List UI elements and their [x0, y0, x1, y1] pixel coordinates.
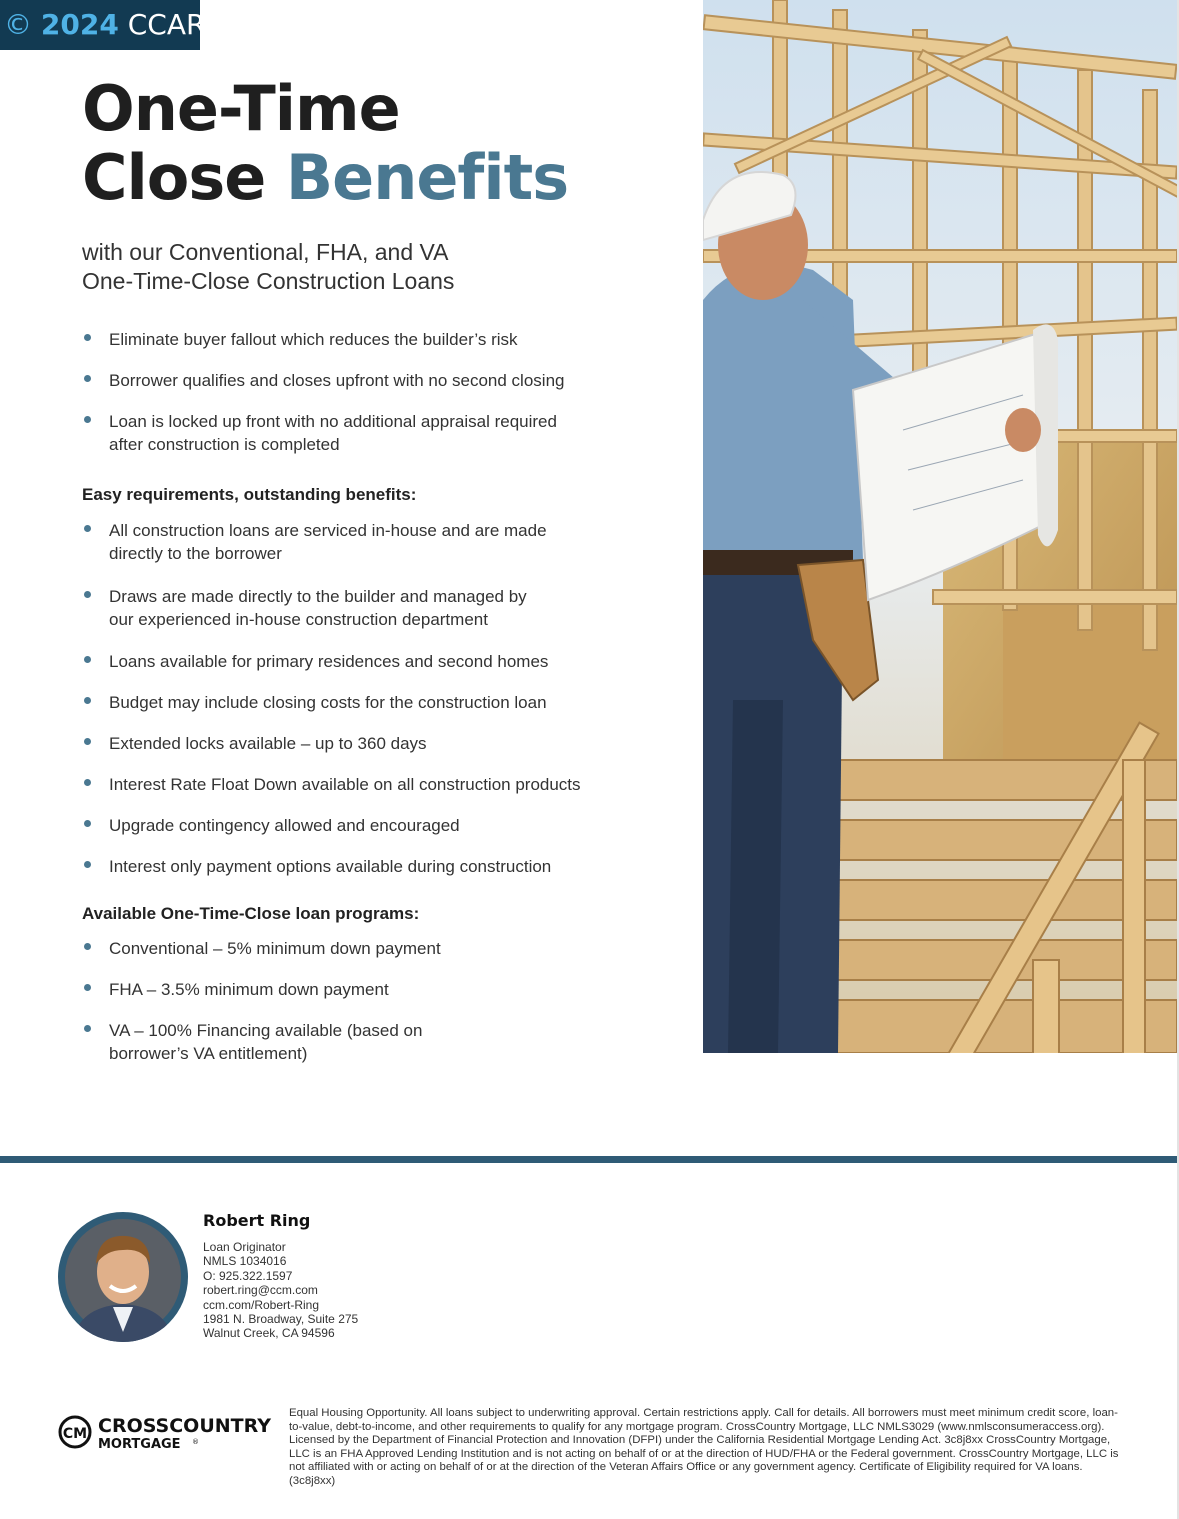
requirements-heading: Easy requirements, outstanding benefits: [82, 485, 417, 504]
list-item [82, 978, 652, 1001]
list-item [82, 328, 652, 351]
page-title [82, 74, 568, 212]
list-item [82, 585, 652, 631]
contact-name: Robert Ring [203, 1211, 311, 1230]
list-item-text: Upgrade contingency allowed and encouraged [109, 816, 460, 835]
list-item-text: our experienced in-house construction department [109, 610, 488, 629]
list-item-text: FHA – 3.5% minimum down payment [109, 980, 389, 999]
subtitle [82, 238, 602, 296]
list-item-text: Loan is locked up front with no additional appraisal required [109, 412, 557, 431]
section-divider [0, 1156, 1177, 1163]
list-item-text: Interest only payment options available during construction [109, 857, 552, 876]
list-item [82, 410, 652, 456]
list-item-text: Borrower qualifies and closes upfront with no second closing [109, 371, 565, 390]
logo-line-2: MORTGAGE [98, 1437, 181, 1452]
contact-phone[interactable]: O: 925.322.1597 [203, 1268, 293, 1283]
legal-disclaimer: Equal Housing Opportunity. All loans subject to underwriting approval. Certain restrictions apply. Call for details. All borrowers must meet minimum credit score, loan-to-value, debt-to-income, and other requirements to qualify for any mortgage program. CrossCountry Mortgage, LLC NMLS3029 (www.nmlsconsumeraccess.org). Licensed by the Department of Financial Protection and Innovation (DFPI) under the California Residential Mortgage Lending Act. 3c8j8xx CrossCountry Mortgage, LLC is an FHA Approved Lending Institution and is not acting on behalf of or at the direction of HUD/FHA or the Federal government. CrossCountry Mortgage, LLC is not affiliated with or acting on behalf of or at the direction of the Veteran Affairs Office or any government agency. Certificate of Eligibility required for VA loans. (3c8j8xx) [289, 1407, 1119, 1487]
list-item [82, 855, 652, 878]
contact-nmls: NMLS 1034016 [203, 1254, 287, 1269]
list-item-text: Conventional – 5% minimum down payment [109, 939, 441, 958]
list-item-text: Extended locks available – up to 360 days [109, 734, 427, 753]
subtitle-line-1: with our Conventional, FHA, and VA [82, 239, 449, 265]
list-item-text: Eliminate buyer fallout which reduces the builder’s risk [109, 330, 518, 349]
list-item-text: after construction is completed [109, 435, 340, 454]
contact-address-line-2: Walnut Creek, CA 94596 [203, 1326, 335, 1341]
crosscountry-mortgage-logo [58, 1413, 278, 1453]
list-item [82, 732, 652, 755]
list-item [82, 650, 652, 673]
list-item-text: Loans available for primary residences and second homes [109, 652, 549, 671]
list-item-text: VA – 100% Financing available (based on [109, 1021, 423, 1040]
title-line-2-accent: Benefits [285, 141, 569, 214]
logo-line-1: CROSSCOUNTRY [98, 1415, 271, 1437]
list-item-text: directly to the borrower [109, 544, 282, 563]
logo-registered-mark: ® [192, 1438, 199, 1446]
list-item-text: Budget may include closing costs for the construction loan [109, 693, 547, 712]
contact-email[interactable]: robert.ring@ccm.com [203, 1283, 318, 1298]
contact-website[interactable]: ccm.com/Robert-Ring [203, 1297, 320, 1312]
title-line-1: One-Time [82, 72, 400, 145]
construction-worker-photo [703, 0, 1177, 1053]
logo-mark-text: CM [62, 1426, 88, 1442]
list-item-text: borrower’s VA entitlement) [109, 1044, 308, 1063]
list-item [82, 691, 652, 714]
programs-heading: Available One-Time-Close loan programs: [82, 904, 420, 923]
copyright-symbol: © [4, 8, 32, 41]
list-item [82, 773, 652, 796]
list-item [82, 1019, 652, 1065]
benefits-list [82, 328, 652, 456]
list-item [82, 519, 652, 565]
requirements-list [82, 519, 652, 878]
list-item-text: All construction loans are serviced in-house and are made [109, 521, 547, 540]
contact-details [203, 1240, 358, 1341]
contact-title: Loan Originator [203, 1240, 286, 1254]
list-item-text: Interest Rate Float Down available on all construction products [109, 775, 581, 794]
list-item [82, 369, 652, 392]
title-line-2-plain: Close [82, 141, 286, 214]
list-item [82, 814, 652, 837]
list-item-text: Draws are made directly to the builder and managed by [109, 587, 527, 606]
programs-list [82, 937, 652, 1065]
avatar [58, 1212, 188, 1342]
contact-address-line-1: 1981 N. Broadway, Suite 275 [203, 1312, 359, 1327]
copyright-year: 2024 [40, 8, 119, 41]
copyright-badge [0, 0, 206, 50]
copyright-owner: CCAR [127, 8, 206, 41]
subtitle-line-2: One-Time-Close Construction Loans [82, 268, 455, 294]
list-item [82, 937, 652, 960]
